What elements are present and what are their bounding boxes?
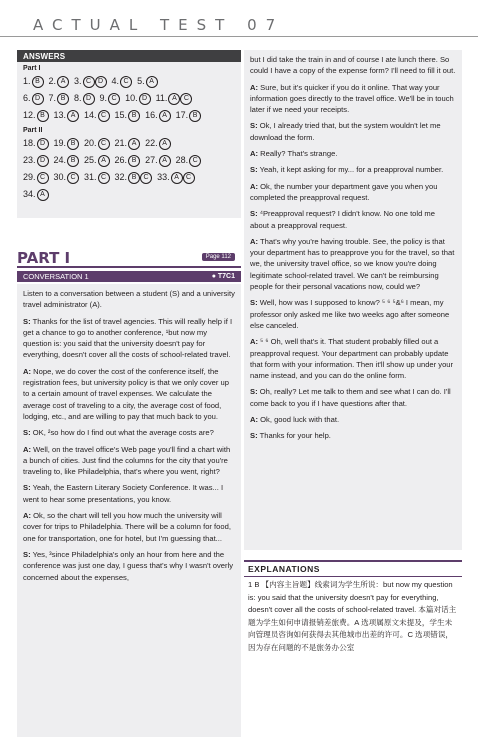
- speaker-label: S:: [250, 431, 258, 441]
- question-number: 22.: [145, 138, 158, 148]
- transcript-paragraph: [250, 82, 456, 116]
- speaker-label: S:: [23, 316, 31, 326]
- speaker-label: A:: [250, 415, 259, 425]
- audio-track-label: ● T7C1: [211, 273, 235, 280]
- speech-text: but I did take the train in and of course I ate lunch there. So could I have a copy of the expense form? I'll need to fill it out.: [250, 55, 456, 76]
- answer-choice: B: [57, 93, 69, 105]
- speech-text: Sure, but it's quicker if you do it online. That way your information goes directly to the travel office. We'll be in touch later if we need your receipts.: [250, 82, 454, 115]
- question-number: 26.: [114, 155, 128, 165]
- answer-choice: C: [189, 155, 201, 167]
- question-number: 18.: [23, 138, 36, 148]
- speech-text: Thanks for your help.: [259, 431, 331, 441]
- question-number: 12.: [23, 110, 36, 120]
- answer-item: [23, 188, 49, 201]
- speech-text: Ok, the number your department gave you when you completed the preapproval request.: [250, 181, 438, 202]
- question-number: 20.: [84, 138, 97, 148]
- question-number: 4.: [111, 76, 120, 86]
- speaker-label: A:: [23, 366, 32, 376]
- speech-text: Oh, really? Let me talk to them and see what I can do. I'll come back to you if I have questions after that.: [250, 387, 451, 408]
- speech-text: OK, ²so how do I find out what the average costs are?: [32, 428, 214, 438]
- answer-choice: A: [159, 155, 171, 167]
- speech-text: Well, how was I supposed to know? ⁵ ⁶ ⁵&⁶ I mean, my professor only asked me like two weeks ago after someone else canceled.: [250, 298, 450, 330]
- speech-text: Ok, I already tried that, but the system wouldn't let me download the form.: [250, 121, 441, 142]
- question-number: 28.: [175, 155, 189, 165]
- answer-item: [54, 137, 80, 150]
- answers-part1: [17, 73, 241, 124]
- conversation-bar: [17, 271, 241, 282]
- answer-choice: C: [67, 172, 79, 184]
- answer-row: [17, 73, 241, 90]
- answer-item: [115, 171, 153, 184]
- speech-text: Yeah, it kept asking for my... for a preapproval number.: [259, 165, 444, 175]
- answer-item: [145, 137, 171, 150]
- speech-text: Listen to a conversation between a student (S) and a university travel administrator (A).: [23, 289, 235, 310]
- answer-item: [23, 154, 49, 167]
- answer-row: [17, 152, 241, 169]
- answer-choice: A: [37, 189, 49, 201]
- transcript-paragraph: [23, 482, 235, 505]
- speaker-label: S:: [250, 298, 258, 308]
- speech-text: Really? That's strange.: [260, 149, 338, 159]
- answer-choice: A: [67, 110, 79, 122]
- speaker-label: A:: [250, 181, 259, 191]
- transcript-paragraph: [250, 430, 456, 441]
- answer-choice: A: [57, 76, 69, 88]
- question-number: 24.: [53, 155, 67, 165]
- transcript-paragraph: [250, 236, 456, 292]
- speaker-label: S:: [23, 549, 31, 559]
- answers-box: [17, 50, 241, 218]
- header-rule: [0, 36, 478, 37]
- speaker-label: S:: [250, 165, 258, 175]
- transcript-paragraph: [23, 444, 235, 478]
- answers-part2-label: Part II: [23, 127, 43, 134]
- track-id: T7C1: [217, 273, 235, 280]
- speech-text: Yeah, the Eastern Literary Society Conference. It was... I went to hear some presentations, you know.: [23, 483, 224, 504]
- transcript-paragraph: [250, 336, 456, 381]
- answer-choice: C: [140, 172, 152, 184]
- question-number: 7.: [48, 93, 57, 103]
- speaker-label: A:: [250, 236, 259, 246]
- transcript-paragraph: [250, 297, 456, 331]
- transcript-paragraph: [23, 510, 235, 544]
- answer-choice: A: [98, 155, 110, 167]
- transcript-paragraph: [250, 120, 456, 143]
- answer-item: [54, 171, 80, 184]
- answer-choice: B: [189, 110, 201, 122]
- transcript-paragraph: [250, 386, 456, 409]
- transcript-paragraph: [250, 414, 456, 425]
- question-number: 1.: [23, 76, 31, 86]
- question-number: 13.: [53, 110, 67, 120]
- part-heading: [17, 249, 241, 268]
- page-header: [0, 0, 478, 40]
- question-number: 29.: [23, 172, 36, 182]
- answer-choice: A: [171, 172, 183, 184]
- conversation-label: CONVERSATION 1: [23, 272, 89, 281]
- answer-choice: C: [98, 110, 110, 122]
- speech-text: Ok, so the chart will tell you how much the university will cover for trips to Philadelphia. There will be a column for food, one for transportation, one for hotel, but I'm guessing that...: [23, 511, 231, 543]
- answer-choice: B: [32, 76, 44, 88]
- transcript-paragraph: [250, 148, 456, 159]
- answer-choice: D: [95, 76, 107, 88]
- explanations-heading: EXPLANATIONS: [244, 560, 462, 577]
- explanations-body: 1 B 【内容主旨题】线索词为学生所说：but now my question is: you said that the university doesn't pay for everything, doesn't cover all the costs of school-related travel. 本篇对话主题为学生如何申请报销差旅费。A 选项属原文未提及，学生未向管理员咨询如何获得去其他城市出差的许可。C 选项错误，因为存在问题的不是旅务办公室: [248, 580, 457, 652]
- answer-item: [145, 154, 171, 167]
- question-number: 33.: [157, 172, 170, 182]
- answers-part2: [17, 135, 241, 203]
- answer-item: [137, 75, 158, 88]
- answer-item: [23, 137, 49, 150]
- speech-text: ⁵ ⁶ Oh, well that's it. That student probably filled out a preapproval request. Your department can probably update that form with your information. Then it'll show up under your name instead, and you can do the online form.: [250, 337, 454, 381]
- page-reference-tag: Page 112: [202, 253, 235, 261]
- question-number: 10.: [125, 93, 138, 103]
- answer-item: [23, 75, 44, 88]
- speaker-label: A:: [23, 444, 32, 454]
- transcript-paragraph: [23, 549, 235, 583]
- question-number: 15.: [114, 110, 128, 120]
- question-number: 11.: [155, 93, 168, 103]
- question-number: 2.: [48, 76, 57, 86]
- answer-choice: B: [128, 155, 140, 167]
- answer-choice: D: [37, 155, 49, 167]
- question-number: 30.: [53, 172, 67, 182]
- answer-choice: C: [98, 172, 110, 184]
- answer-item: [112, 75, 133, 88]
- answer-item: [84, 109, 110, 122]
- speech-text: Nope, we do cover the cost of the conference itself, the registration fees, but university policy is that we only cover up to a certain amount of travel expenses. We calculate the average cost of traveling to a city, the average cost of food, lodging, etc., and are willing to pay that much back to you.: [23, 366, 229, 421]
- answer-choice: A: [159, 138, 171, 150]
- transcript-left: [17, 284, 241, 737]
- answer-choice: A: [168, 93, 180, 105]
- answer-item: [23, 171, 49, 184]
- transcript-paragraph: [250, 54, 456, 77]
- question-number: 9.: [99, 93, 108, 103]
- question-number: 19.: [53, 138, 67, 148]
- answer-choice: C: [120, 76, 132, 88]
- speaker-label: A:: [250, 82, 259, 92]
- answer-row: [17, 186, 241, 203]
- answer-item: [23, 109, 49, 122]
- question-number: 16.: [145, 110, 158, 120]
- question-number: 34.: [23, 189, 36, 199]
- speech-text: Ok, good luck with that.: [260, 415, 340, 425]
- speaker-label: S:: [23, 483, 31, 493]
- answer-item: [100, 92, 121, 105]
- explanations-section: [244, 560, 462, 655]
- answer-item: [84, 137, 110, 150]
- answer-item: [84, 171, 110, 184]
- answer-item: [115, 137, 141, 150]
- answer-item: [115, 154, 141, 167]
- transcript-paragraph: [23, 316, 235, 361]
- answer-item: [54, 109, 80, 122]
- answer-item: [145, 109, 171, 122]
- answer-choice: C: [183, 172, 195, 184]
- transcript-paragraph: [250, 208, 456, 231]
- question-number: 8.: [74, 93, 82, 103]
- answer-item: [84, 154, 110, 167]
- question-number: 23.: [23, 155, 36, 165]
- answer-choice: C: [83, 76, 95, 88]
- answer-item: [157, 171, 195, 184]
- speaker-label: S:: [250, 121, 258, 131]
- answer-choice: B: [128, 172, 140, 184]
- speech-text: Yes, ³since Philadelphia's only an hour from here and the conference was just one day, I guess that's why I wasn't overly concerned about the expenses,: [23, 549, 234, 582]
- answer-choice: B: [128, 110, 140, 122]
- answer-item: [176, 154, 202, 167]
- answer-item: [125, 92, 151, 105]
- answer-choice: D: [32, 93, 44, 105]
- answer-choice: D: [139, 93, 151, 105]
- question-number: 17.: [175, 110, 189, 120]
- test-title: ACTUAL TEST 07: [33, 16, 285, 34]
- answer-choice: A: [146, 76, 158, 88]
- answer-item: [176, 109, 202, 122]
- answer-row: [17, 135, 241, 152]
- part-title: PART I: [17, 249, 71, 267]
- speaker-label: S:: [250, 209, 258, 219]
- answer-item: [23, 92, 44, 105]
- speech-text: Thanks for the list of travel agencies. This will really help if I get a chance to go to another conference, ¹but now my question is: you said that the university doesn't pay for everything, doesn't cover all the costs of school-related travel.: [23, 316, 233, 360]
- speaker-label: A:: [23, 511, 32, 521]
- answer-choice: D: [37, 138, 49, 150]
- transcript-right: [244, 50, 462, 550]
- transcript-paragraph: [23, 288, 235, 311]
- speaker-label: S:: [23, 428, 31, 438]
- answer-choice: A: [159, 110, 171, 122]
- transcript-paragraph: [250, 164, 456, 175]
- question-number: 21.: [114, 138, 128, 148]
- question-number: 6.: [23, 93, 31, 103]
- answer-choice: C: [180, 93, 192, 105]
- answer-choice: B: [67, 138, 79, 150]
- answer-row: [17, 169, 241, 186]
- answer-row: [17, 107, 241, 124]
- answer-choice: C: [98, 138, 110, 150]
- question-number: 25.: [84, 155, 97, 165]
- question-number: 14.: [84, 110, 97, 120]
- answer-item: [74, 92, 95, 105]
- answer-item: [74, 75, 107, 88]
- question-number: 31.: [84, 172, 97, 182]
- question-number: 5.: [137, 76, 145, 86]
- speaker-label: A:: [250, 337, 259, 347]
- transcript-paragraph: [23, 427, 235, 438]
- transcript-paragraph: [250, 181, 456, 204]
- left-column: [17, 50, 241, 582]
- answer-choice: B: [67, 155, 79, 167]
- answer-choice: D: [83, 93, 95, 105]
- answers-part1-label: Part I: [23, 65, 41, 72]
- question-number: 27.: [145, 155, 158, 165]
- answer-item: [156, 92, 193, 105]
- answer-choice: A: [128, 138, 140, 150]
- speech-text: Well, on the travel office's Web page you'll find a chart with a bunch of cities. Just find the columns for the city that you're traveling to, like Philadelphia, that's where you went, right?: [23, 444, 231, 477]
- question-number: 3.: [74, 76, 82, 86]
- answer-item: [54, 154, 80, 167]
- answer-choice: C: [37, 172, 49, 184]
- speaker-label: A:: [250, 149, 259, 159]
- answer-choice: B: [37, 110, 49, 122]
- question-number: 32.: [114, 172, 128, 182]
- transcript-paragraph: [23, 366, 235, 422]
- answer-row: [17, 90, 241, 107]
- answers-heading: ANSWERS: [17, 50, 241, 62]
- speech-text: ⁴Preapproval request? I didn't know. No one told me about a preapproval request.: [250, 209, 435, 230]
- speaker-label: S:: [250, 387, 258, 397]
- answer-item: [49, 75, 70, 88]
- answer-item: [115, 109, 141, 122]
- speech-text: That's why you're having trouble. See, the policy is that your department has to preapprove you for the travel, so that we, the university travel office, so we know you're doing legitimate school-related travel. We can't be reimbursing people for their personal vacations now, could we?: [250, 236, 455, 292]
- answer-item: [49, 92, 70, 105]
- answer-choice: C: [108, 93, 120, 105]
